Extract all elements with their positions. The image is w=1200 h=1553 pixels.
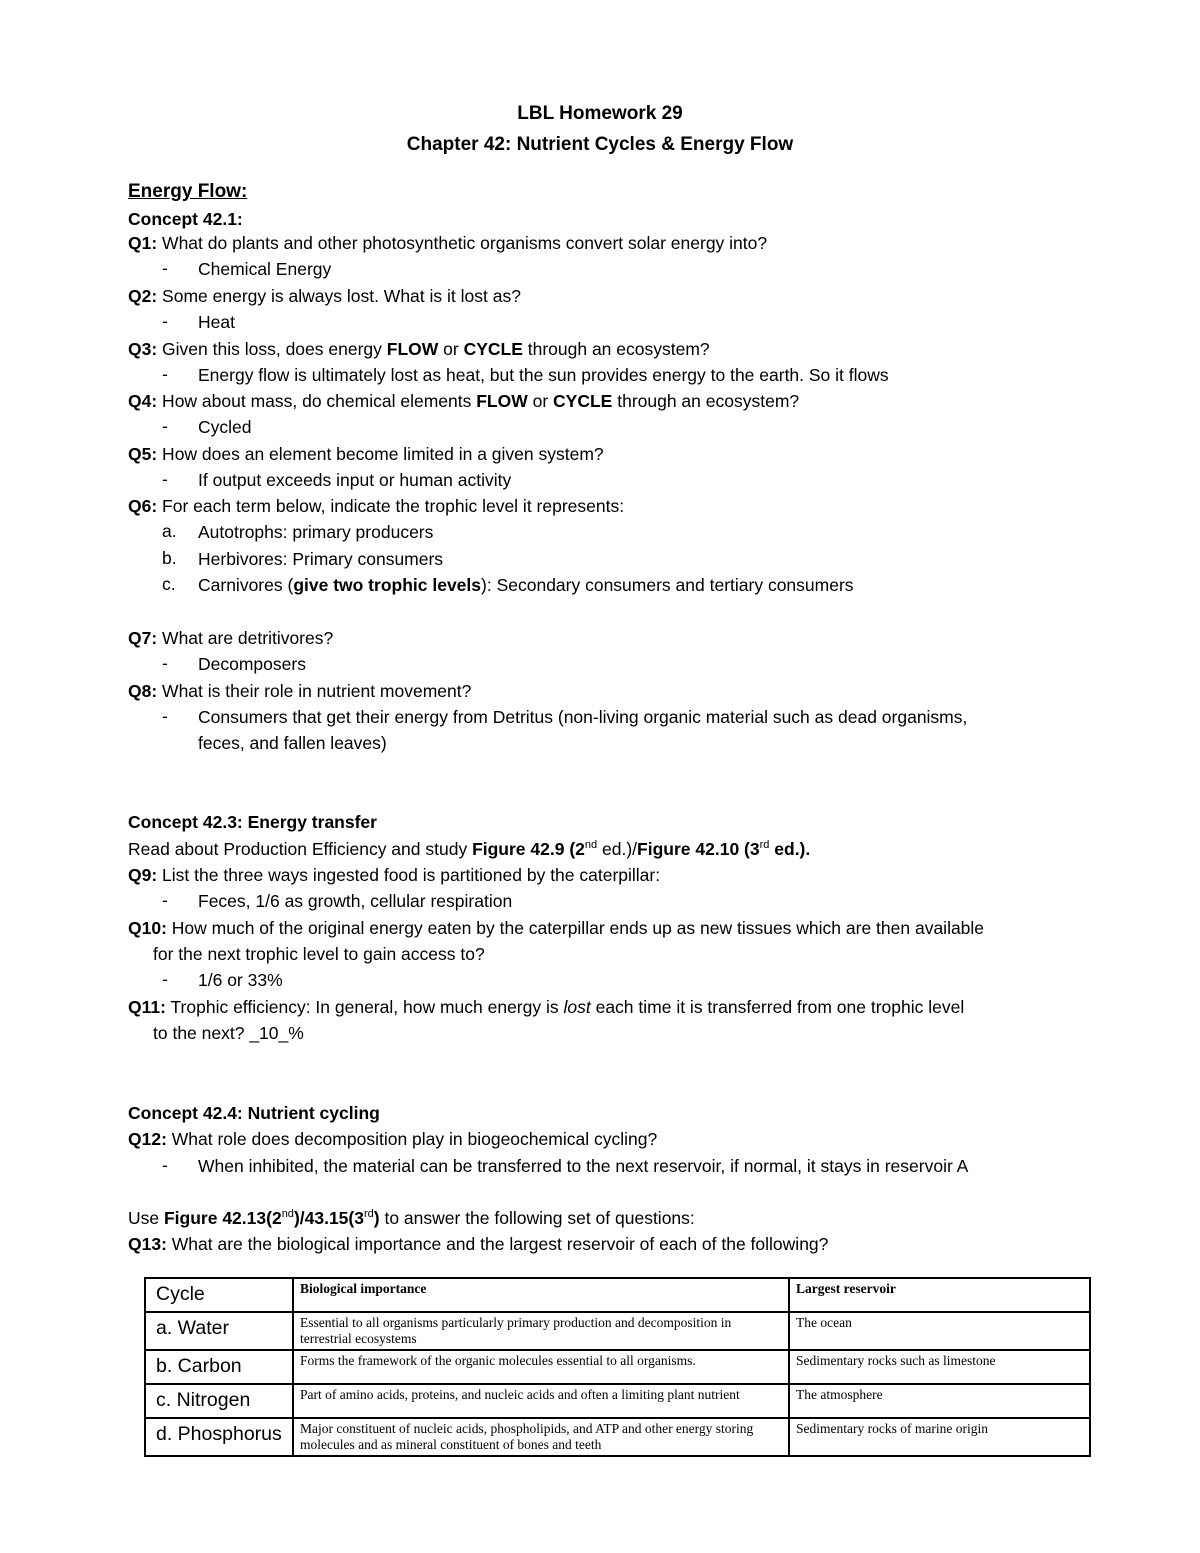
question-q11-line2: to the next? _10_% [153, 1023, 304, 1043]
question-q1: Q1: What do plants and other photosynthetic organisms convert solar energy into? [128, 233, 768, 253]
question-q10-line2: for the next trophic level to gain access to? [153, 944, 485, 964]
answer-q12: When inhibited, the material can be transferred to the next reservoir, if normal, it stays in reservoir A [198, 1156, 969, 1176]
question-q11-line1: Q11: Trophic efficiency: In general, how much energy is lost each time it is transferred from one trophic level [128, 997, 965, 1017]
table-row [145, 1418, 1090, 1456]
nutrient-cycles-table [144, 1277, 1091, 1457]
dash-bullet: - [162, 469, 168, 489]
figure-instruction: Read about Production Efficiency and study Figure 42.9 (2nd ed.)/Figure 42.10 (3rd ed.). [128, 839, 811, 859]
question-q12: Q12: What role does decomposition play in biogeochemical cycling? [128, 1129, 658, 1149]
list-letter-c: c. [162, 574, 176, 594]
page-title: LBL Homework 29 [517, 103, 683, 124]
page-subtitle: Chapter 42: Nutrient Cycles & Energy Flow [406, 134, 794, 155]
reservoir-cell: The atmosphere [789, 1384, 1090, 1418]
answer-q9: Feces, 1/6 as growth, cellular respiration [198, 891, 513, 911]
answer-q1: Chemical Energy [198, 259, 332, 279]
dash-bullet: - [162, 364, 168, 384]
answer-q7: Decomposers [198, 654, 306, 674]
question-q2: Q2: Some energy is always lost. What is it lost as? [128, 286, 521, 306]
dash-bullet: - [162, 706, 168, 726]
concept-42-1-heading: Concept 42.1: [128, 209, 243, 229]
reservoir-cell: The ocean [789, 1312, 1090, 1350]
importance-cell: Essential to all organisms particularly primary production and decomposition in terrestrial ecosystems [293, 1312, 789, 1350]
figure-instruction-2: Use Figure 42.13(2nd)/43.15(3rd) to answer the following set of questions: [128, 1208, 695, 1228]
cycle-cell: c. Nitrogen [145, 1384, 293, 1418]
importance-cell: Forms the framework of the organic molecules essential to all organisms. [293, 1350, 789, 1384]
question-q3: Q3: Given this loss, does energy FLOW or CYCLE through an ecosystem? [128, 339, 710, 359]
table-row [145, 1350, 1090, 1384]
question-q7: Q7: What are detritivores? [128, 628, 334, 648]
table-row [145, 1384, 1090, 1418]
dash-bullet: - [162, 969, 168, 989]
cycle-cell: d. Phosphorus [145, 1418, 293, 1456]
question-q10-line1: Q10: How much of the original energy eaten by the caterpillar ends up as new tissues which are then available [128, 918, 985, 938]
dash-bullet: - [162, 416, 168, 436]
concept-42-3-heading: Concept 42.3: Energy transfer [128, 812, 377, 832]
header-biological-importance: Biological importance [293, 1278, 789, 1312]
header-cycle: Cycle [145, 1278, 293, 1312]
concept-42-4-heading: Concept 42.4: Nutrient cycling [128, 1103, 380, 1123]
question-q13: Q13: What are the biological importance and the largest reservoir of each of the following? [128, 1234, 829, 1254]
reservoir-cell: Sedimentary rocks of marine origin [789, 1418, 1090, 1456]
importance-cell: Part of amino acids, proteins, and nucleic acids and often a limiting plant nutrient [293, 1384, 789, 1418]
answer-q6-b: Herbivores: Primary consumers [198, 549, 444, 569]
cycle-cell: a. Water [145, 1312, 293, 1350]
question-q4: Q4: How about mass, do chemical elements FLOW or CYCLE through an ecosystem? [128, 391, 800, 411]
table-row [145, 1312, 1090, 1350]
reservoir-cell: Sedimentary rocks such as limestone [789, 1350, 1090, 1384]
dash-bullet: - [162, 890, 168, 910]
answer-q10: 1/6 or 33% [198, 970, 283, 990]
question-q9: Q9: List the three ways ingested food is partitioned by the caterpillar: [128, 865, 661, 885]
answer-q6-a: Autotrophs: primary producers [198, 522, 434, 542]
dash-bullet: - [162, 258, 168, 278]
dash-bullet: - [162, 653, 168, 673]
question-q8: Q8: What is their role in nutrient movement? [128, 681, 472, 701]
question-q6: Q6: For each term below, indicate the trophic level it represents: [128, 496, 625, 516]
answer-q8-line1: Consumers that get their energy from Detritus (non-living organic material such as dead organisms, [198, 707, 968, 727]
cycle-cell: b. Carbon [145, 1350, 293, 1384]
answer-q6-c: Carnivores (give two trophic levels): Secondary consumers and tertiary consumers [198, 575, 854, 595]
list-letter-a: a. [162, 521, 177, 541]
answer-q2: Heat [198, 312, 235, 332]
answer-q4: Cycled [198, 417, 252, 437]
importance-cell: Major constituent of nucleic acids, phospholipids, and ATP and other energy storing molecules and as mineral constituent of bones and teeth [293, 1418, 789, 1456]
answer-q3: Energy flow is ultimately lost as heat, but the sun provides energy to the earth. So it flows [198, 365, 889, 385]
table-header-row [145, 1278, 1090, 1312]
list-letter-b: b. [162, 548, 177, 568]
question-q5: Q5: How does an element become limited in a given system? [128, 444, 604, 464]
dash-bullet: - [162, 1155, 168, 1175]
answer-q5: If output exceeds input or human activity [198, 470, 512, 490]
section-heading-energy-flow: Energy Flow: [128, 181, 248, 202]
answer-q8-line2: feces, and fallen leaves) [198, 733, 387, 753]
header-largest-reservoir: Largest reservoir [789, 1278, 1090, 1312]
dash-bullet: - [162, 311, 168, 331]
